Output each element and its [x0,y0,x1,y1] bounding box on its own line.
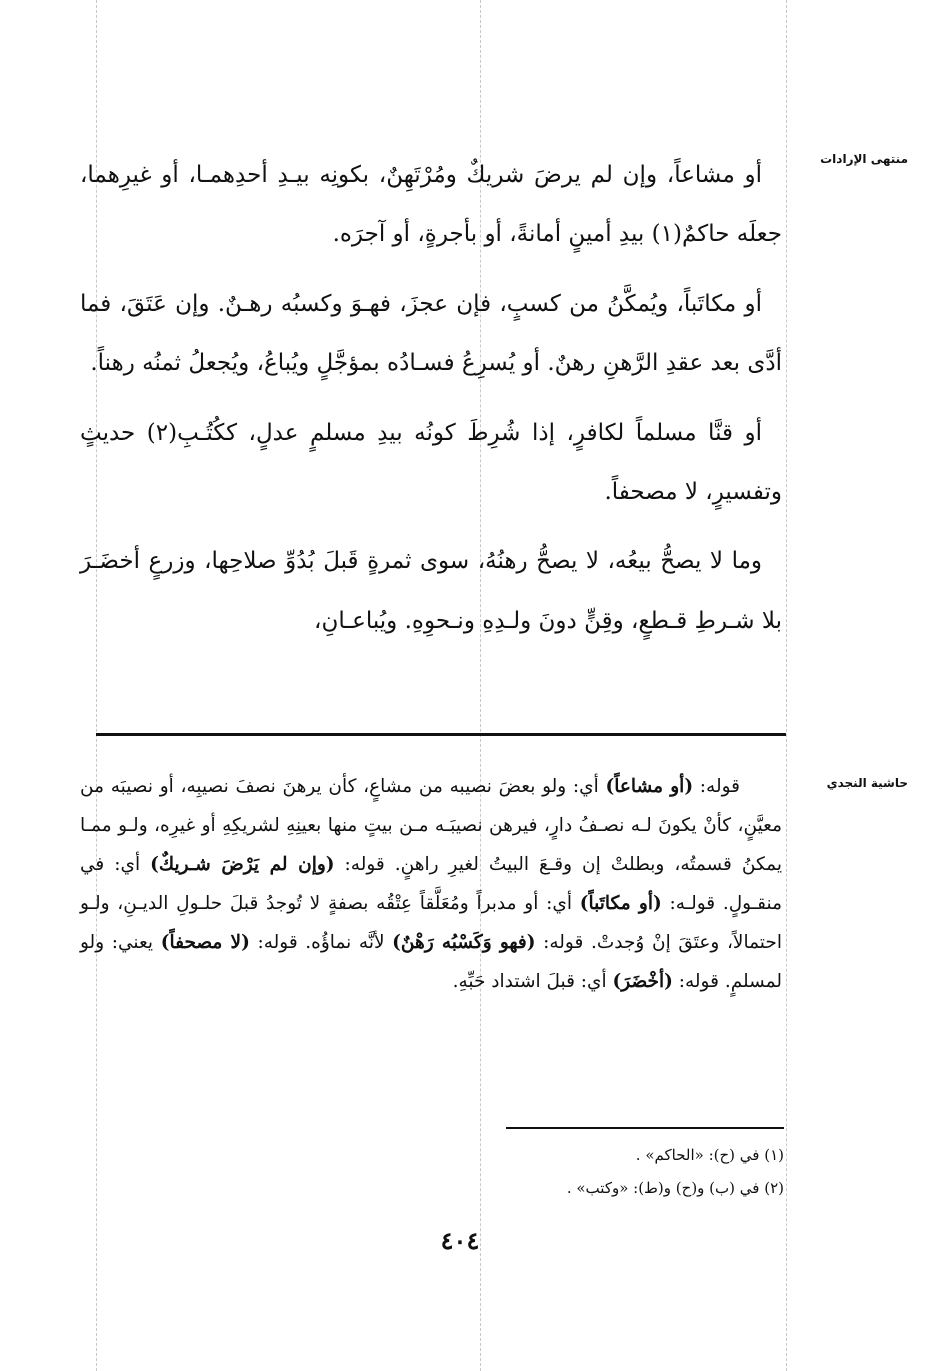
footnote-1: (١) في (ح): «الحاكم» . [635,1146,784,1164]
commentary-quote: (فهو وَكَسْبُه رَهْنٌ) [392,932,536,954]
commentary-text-run: قوله: [693,776,740,797]
work-label: منتهى الإرادات [820,152,908,166]
commentary-quote: (أخْضَرَ) [612,971,673,993]
page-number: ٤٠٤ [440,1226,480,1255]
footnote-2: (٢) في (ب) و(ح) و(ط): «وكتب» . [566,1179,784,1197]
main-paragraph: أو قنَّا مسلماً لكافرٍ، إذا شُرِطَ كونُه بيدِ مسلمٍ عدلٍ، ككُتُـبِ(٢) حديثٍ وتفسيرٍ، لا مصحفاً. [80,419,782,506]
commentary-paragraph [80,767,782,1002]
commentary-text [80,767,782,1002]
main-text [80,146,782,661]
main-paragraph: وما لا يصحُّ بيعُه، لا يصحُّ رهنُهُ، سوى ثمرةٍ قَبلَ بُدُوِّ صلاحِها، وزرعٍ أخضَـرَ بلا شـرطِ قـطعٍ، وقِنٍّ دونَ ولـدِهِ ونـحوِهِ. ويُباعـانِ، [80,548,782,634]
guide-line-right [786,0,787,1371]
commentary-quote: (لا مصحفاً) [160,932,250,954]
main-paragraph: أو مكاتَباً، ويُمكَّنُ من كسبٍ، فإن عجزَ، فهـوَ وكسبُه رهـنٌ. وإن عَتَقَ، فما أدَّى بعد عقدِ الرَّهنِ رهنٌ. أو يُسرِعُ فسـادُه بمؤجَّلٍ ويُباعُ، ويُجعلُ ثمنُه رهناً. [80,290,782,377]
footnote-divider [506,1127,784,1129]
commentary-text-run: أي: أو مدبراً ومُعَلَّقاً عِتْقُه بصفةٍ لا تُوجدُ قبلَ حلـولِ الديـنِ، ولـو احتمالاً، وعتَقَ إنْ وُجدتْ. قوله: [80,893,782,954]
commentary-text-run: أي: في منقـولٍ. قولـه: [80,854,782,915]
footnotes [284,1139,784,1205]
main-paragraph: أو مشاعاً، وإن لم يرضَ شريكٌ ومُرْتَهِنٌ، بكونِه بيـدِ أحدِهمـا، أو غيرِهما، جعلَه حاكمٌ(١) بيدِ أمينٍ أمانةً، أو بأجرةٍ، أو آجرَه. [80,162,782,248]
commentary-quote: (أو مكاتَباً) [579,893,662,915]
commentary-text-run: أي: قبلَ اشتداد حَبِّهِ. [452,971,613,993]
section-divider [96,733,786,736]
commentary-quote: (وإن لم يَرْضَ شـريكٌ) [150,854,335,876]
commentary-quote: (أو مشاعاً) [605,776,694,797]
commentary-text-run: لأنَّه نماؤُه. قوله: [249,932,393,954]
commentary-text-run: أي: ولو بعضَ نصيبه من مشاعٍ، كأن يرهنَ نصفَ نصيبِه، أو نصيبَه من معيَّنٍ، كأنْ يكونَ لـه نصـفُ دارٍ، فيرهن نصيبَـه مـن بيتٍ منها بعينِهِ لشريكِهِ أو غيرِه، ولـو ممـا يمكنُ قسمتُه، وبطلتْ إن وقـعَ البيتُ لغيرِ راهنٍ. قوله: [80,776,783,876]
commentary-label: حاشية النجدي [826,776,908,790]
commentary-text-run: يعني: ولو لمسلمٍ. قوله: [80,932,782,993]
